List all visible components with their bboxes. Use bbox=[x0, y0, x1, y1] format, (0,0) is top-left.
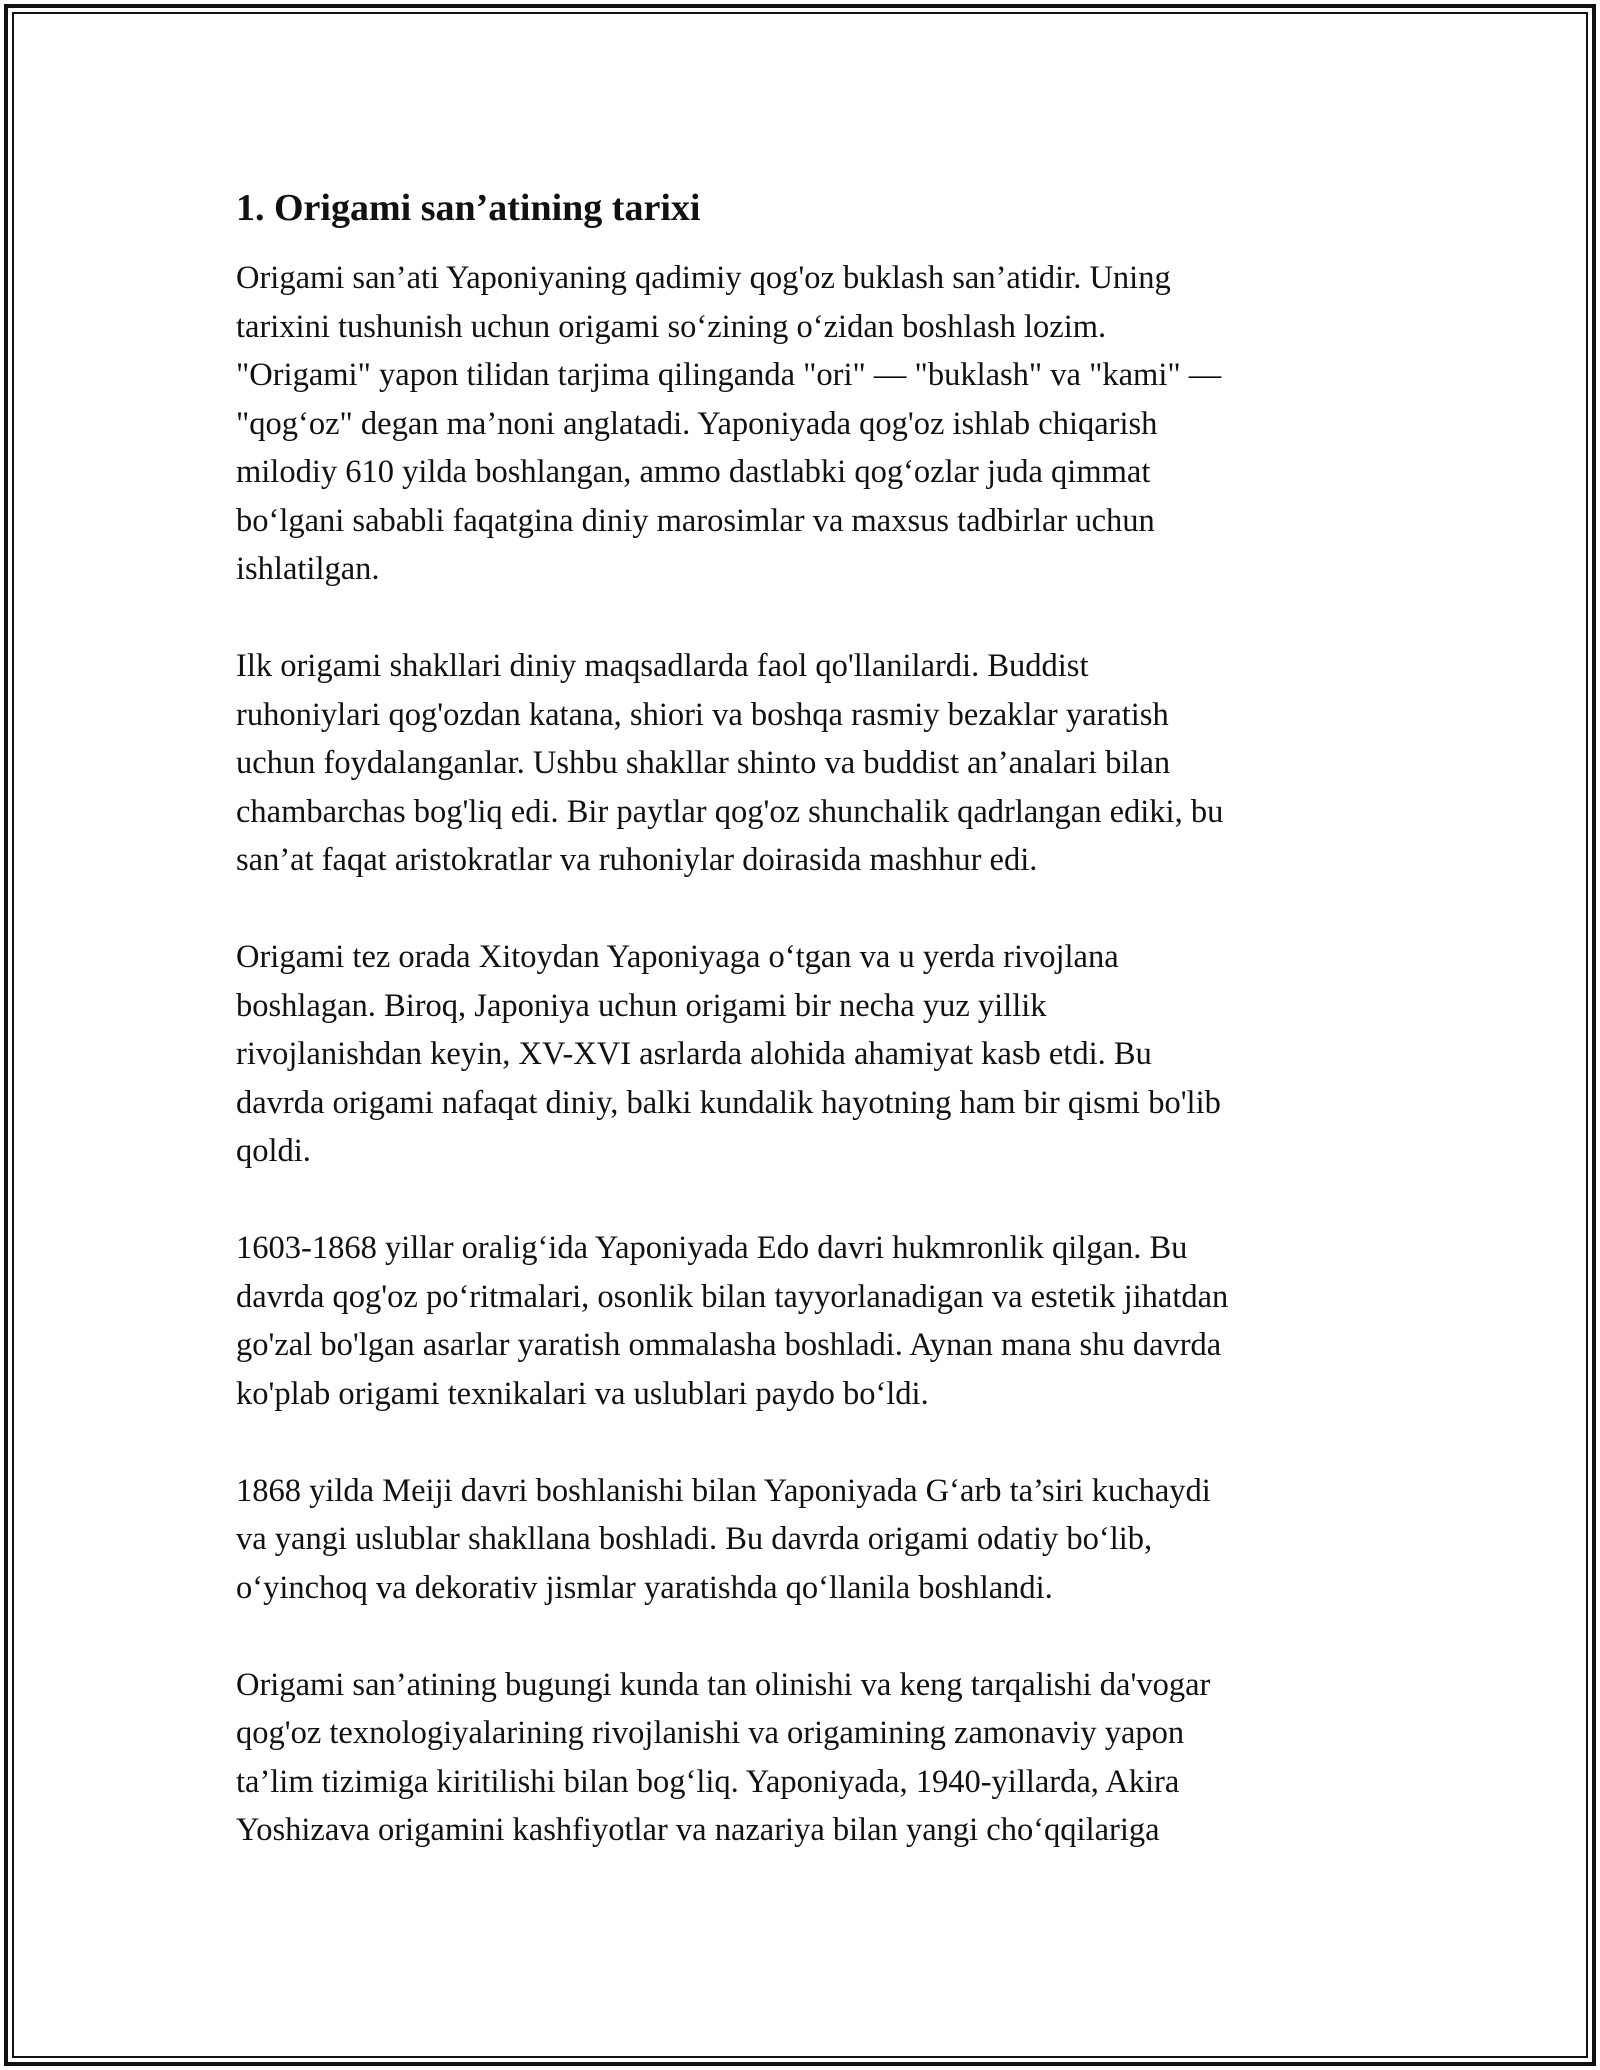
paragraph-4: 1603-1868 yillar oralig‘ida Yaponiyada Edo davri hukmronlik qilgan. Bu davrda qog'oz po‘ritmalari, osonlik bilan tayyorlanadigan va estetik jihatdan go'zal bo'lgan asarlar yaratish ommalasha boshladi. Aynan mana shu davrda ko'plab origami texnikalari va uslublari paydo bo‘ldi. bbox=[236, 1230, 1229, 1412]
paragraph-3: Origami tez orada Xitoydan Yaponiyaga o‘tgan va u yerda rivojlana boshlagan. Biroq, Japoniya uchun origami bir necha yuz yillik rivojlanishdan keyin, XV-XVI asrlarda alohida ahamiyat kasb etdi. Bu davrda origami nafaqat diniy, balki kundalik hayotning ham bir qismi bo'lib qoldi. bbox=[236, 939, 1221, 1169]
document-body bbox=[236, 184, 1366, 1855]
paragraph-2: Ilk origami shakllari diniy maqsadlarda faol qo'llanilardi. Buddist ruhoniylari qog'ozdan katana, shiori va boshqa rasmiy bezaklar yaratish uchun foydalanganlar. Ushbu shakllar shinto va buddist an’analari bilan chambarchas bog'liq edi. Bir paytlar qog'oz shunchalik qadrlangan ediki, bu san’at faqat aristokratlar va ruhoniylar doirasida mashhur edi. bbox=[236, 648, 1224, 878]
paragraph-5: 1868 yilda Meiji davri boshlanishi bilan Yaponiyada G‘arb ta’siri kuchaydi va yangi uslublar shakllana boshladi. Bu davrda origami odatiy bo‘lib, o‘yinchoq va dekorativ jismlar yaratishda qo‘llanila boshlandi. bbox=[236, 1472, 1211, 1606]
paragraph-6: Origami san’atining bugungi kunda tan olinishi va keng tarqalishi da'vogar qog'oz texnologiyalarining rivojlanishi va origamining zamonaviy yapon ta’lim tizimiga kiritilishi bilan bog‘liq. Yaponiyada, 1940-yillarda, Akira Yoshizava origamini kashfiyotlar va nazariya bilan yangi cho‘qqilariga bbox=[236, 1666, 1211, 1848]
paragraph-1: Origami san’ati Yaponiyaning qadimiy qog'oz buklash san’atidir. Uning tarixini tushunish uchun origami so‘zining o‘zidan boshlash lozim. "Origami" yapon tilidan tarjima qilinganda "ori" — "buklash" va "kami" — "qog‘oz" degan ma’noni anglatadi. Yaponiyada qog'oz ishlab chiqarish milodiy 610 yilda boshlangan, ammo dastlabki qog‘ozlar juda qimmat bo‘lgani sababli faqatgina diniy marosimlar va maxsus tadbirlar uchun ishlatilgan. bbox=[236, 260, 1222, 587]
section-heading: 1. Origami san’atining tarixi bbox=[236, 187, 701, 229]
